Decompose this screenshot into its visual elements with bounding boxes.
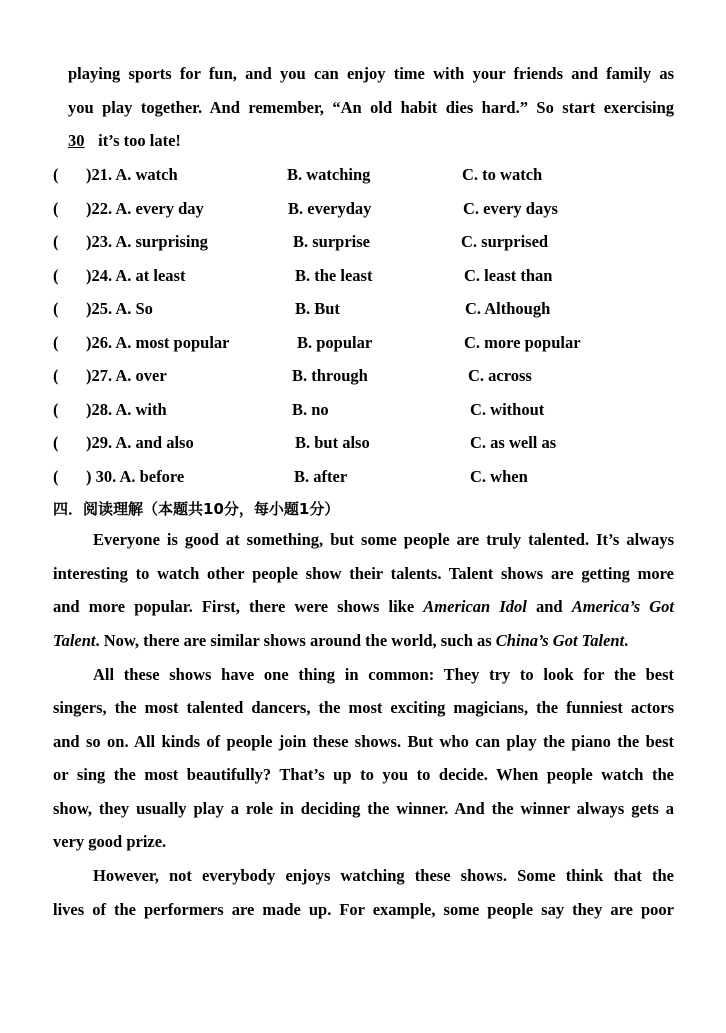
option-a: )23. A. surprising [86, 232, 208, 251]
passage-line: very good prize. [53, 832, 167, 851]
passage-text: and [526, 597, 572, 616]
passage-line: show, they usually play a role in deciding the winner. And the winner always gets a [53, 799, 674, 818]
option-b: B. the least [295, 265, 373, 285]
option-b: B. But [295, 299, 340, 318]
passage-text: and more popular. First, there were shows like [53, 597, 424, 616]
option-c: C. Although [465, 299, 551, 318]
passage-line [68, 131, 181, 151]
answer-bracket[interactable]: ( [53, 466, 59, 486]
option-c: C. to watch [462, 165, 543, 184]
option-c: C. without [470, 399, 545, 419]
show-title: American Idol [423, 597, 527, 616]
option-b: B. no [292, 399, 329, 419]
show-title: China’s Got Talent [495, 631, 625, 650]
option-b: B. everyday [288, 198, 372, 218]
option-a: )26. A. most popular [86, 332, 230, 352]
answer-bracket[interactable]: ( [53, 165, 59, 184]
show-title: Talent [53, 631, 96, 650]
option-a: )27. A. over [86, 366, 167, 385]
passage-line [53, 631, 628, 651]
answer-bracket[interactable]: ( [53, 232, 59, 251]
passage-text: . Now, there are similar shows around the world, such as [95, 631, 496, 650]
blank-number: 30 [68, 131, 85, 150]
passage-line: or sing the most beautifully? That’s up to you to decide. When people watch the [53, 765, 674, 784]
option-b: B. through [292, 366, 368, 385]
option-c: C. least than [464, 265, 553, 285]
answer-bracket[interactable]: ( [53, 299, 59, 318]
answer-bracket[interactable]: ( [53, 198, 59, 218]
passage-line: lives of the performers are made up. For example, some people say they are poor [53, 900, 674, 919]
option-a: )24. A. at least [86, 265, 186, 285]
option-b: B. watching [287, 165, 371, 184]
option-a: )22. A. every day [86, 198, 204, 218]
answer-bracket[interactable]: ( [53, 433, 59, 452]
option-c: C. across [468, 366, 532, 385]
passage-line: However, not everybody enjoys watching these shows. Some think that the [93, 866, 674, 885]
passage-line [53, 597, 674, 617]
answer-bracket[interactable]: ( [53, 332, 59, 352]
passage-line: and so on. All kinds of people join these shows. But who can play the piano the best [53, 732, 674, 751]
passage-line: singers, the most talented dancers, the most exciting magicians, the funniest actors [53, 698, 674, 717]
option-b: B. surprise [293, 232, 371, 251]
option-c: C. when [470, 466, 528, 486]
answer-bracket[interactable]: ( [53, 265, 59, 285]
option-c: C. surprised [461, 232, 549, 251]
option-c: C. every days [463, 198, 558, 218]
passage-line: Everyone is good at something, but some people are truly talented. It’s always [93, 530, 674, 549]
passage-line: playing sports for fun, and you can enjoy time with your friends and family as [68, 64, 674, 83]
option-a: )29. A. and also [86, 433, 194, 452]
option-a: )28. A. with [86, 399, 167, 419]
answer-bracket[interactable]: ( [53, 399, 59, 419]
section-heading: 四．阅读理解（本题共10分，每小题1分） [53, 500, 340, 518]
answer-bracket[interactable]: ( [53, 366, 59, 385]
passage-line: All these shows have one thing in common: They try to look for the best [93, 665, 674, 684]
passage-line: you play together. And remember, “An old habit dies hard.” So start exercising [68, 98, 674, 117]
option-a: ) 30. A. before [86, 466, 185, 486]
passage-line: interesting to watch other people show their talents. Talent shows are getting more [53, 564, 674, 583]
option-c: C. as well as [470, 433, 557, 452]
option-b: B. after [294, 466, 348, 486]
passage-text: . [624, 631, 629, 650]
passage-text: it’s too late! [94, 131, 181, 150]
option-a: )25. A. So [86, 299, 153, 318]
option-a: )21. A. watch [86, 165, 178, 184]
option-b: B. popular [297, 332, 373, 352]
option-c: C. more popular [464, 332, 581, 352]
show-title: America’s Got [571, 597, 674, 616]
option-b: B. but also [295, 433, 370, 452]
